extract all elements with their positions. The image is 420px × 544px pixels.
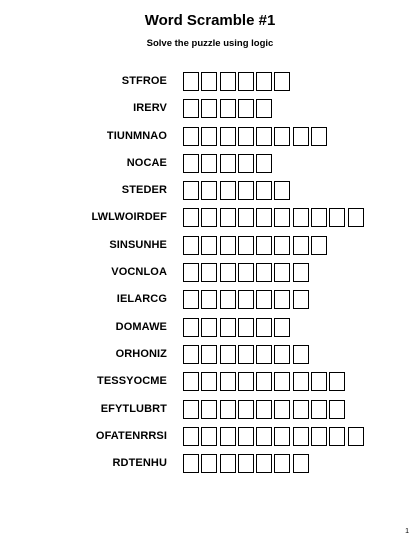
letter-box[interactable] xyxy=(256,372,272,391)
letter-box[interactable] xyxy=(256,318,272,337)
letter-box[interactable] xyxy=(256,427,272,446)
letter-box[interactable] xyxy=(238,345,254,364)
letter-box[interactable] xyxy=(220,99,236,118)
letter-box[interactable] xyxy=(201,290,217,309)
letter-box[interactable] xyxy=(329,372,345,391)
puzzle-row xyxy=(0,372,420,399)
letter-box[interactable] xyxy=(274,345,290,364)
page-number: 1 xyxy=(405,528,409,535)
letter-box[interactable] xyxy=(293,454,309,473)
letter-box[interactable] xyxy=(238,208,254,227)
letter-box[interactable] xyxy=(201,72,217,91)
letter-box[interactable] xyxy=(201,99,217,118)
letter-box[interactable] xyxy=(201,427,217,446)
answer-boxes xyxy=(183,372,348,391)
puzzle-row xyxy=(0,318,420,345)
letter-box[interactable] xyxy=(238,72,254,91)
letter-box[interactable] xyxy=(293,236,309,255)
answer-boxes xyxy=(183,454,311,473)
letter-box[interactable] xyxy=(220,263,236,282)
answer-boxes xyxy=(183,400,348,419)
puzzle-row xyxy=(0,454,420,481)
letter-box[interactable] xyxy=(274,290,290,309)
page-title: Word Scramble #1 xyxy=(144,12,276,29)
puzzle-row xyxy=(0,290,420,317)
puzzle-row xyxy=(0,345,420,372)
answer-boxes xyxy=(183,99,274,118)
scrambled-word: SINSUNHE xyxy=(109,238,167,251)
letter-box[interactable] xyxy=(220,345,236,364)
letter-box[interactable] xyxy=(220,318,236,337)
answer-boxes xyxy=(183,127,329,146)
answer-boxes xyxy=(183,427,366,446)
letter-box[interactable] xyxy=(201,318,217,337)
letter-box[interactable] xyxy=(238,372,254,391)
letter-box[interactable] xyxy=(201,127,217,146)
letter-box[interactable] xyxy=(201,263,217,282)
letter-box[interactable] xyxy=(183,318,199,337)
letter-box[interactable] xyxy=(329,400,345,419)
puzzle-row xyxy=(0,208,420,235)
letter-box[interactable] xyxy=(201,345,217,364)
scrambled-word: IRERV xyxy=(133,102,167,115)
answer-boxes xyxy=(183,345,311,364)
letter-box[interactable] xyxy=(274,427,290,446)
letter-box[interactable] xyxy=(293,345,309,364)
letter-box[interactable] xyxy=(238,400,254,419)
letter-box[interactable] xyxy=(311,400,327,419)
letter-box[interactable] xyxy=(238,154,254,173)
puzzle-row xyxy=(0,236,420,263)
letter-box[interactable] xyxy=(256,99,272,118)
scrambled-word: TESSYOCME xyxy=(97,375,167,388)
letter-box[interactable] xyxy=(256,127,272,146)
scrambled-word: RDTENHU xyxy=(112,457,167,470)
letter-box[interactable] xyxy=(256,263,272,282)
letter-box[interactable] xyxy=(256,154,272,173)
page-subtitle: Solve the puzzle using logic xyxy=(146,38,274,49)
answer-boxes xyxy=(183,181,293,200)
scrambled-word: DOMAWE xyxy=(115,320,167,333)
letter-box[interactable] xyxy=(220,427,236,446)
letter-box[interactable] xyxy=(220,72,236,91)
letter-box[interactable] xyxy=(220,372,236,391)
letter-box[interactable] xyxy=(348,208,364,227)
letter-box[interactable] xyxy=(293,127,309,146)
scrambled-word: ORHONIZ xyxy=(115,347,167,360)
letter-box[interactable] xyxy=(274,236,290,255)
letter-box[interactable] xyxy=(274,454,290,473)
letter-box[interactable] xyxy=(238,236,254,255)
letter-box[interactable] xyxy=(183,263,199,282)
letter-box[interactable] xyxy=(256,400,272,419)
puzzle-row xyxy=(0,427,420,454)
letter-box[interactable] xyxy=(220,181,236,200)
letter-box[interactable] xyxy=(256,72,272,91)
scrambled-word: LWLWOIRDEF xyxy=(91,211,167,224)
letter-box[interactable] xyxy=(293,208,309,227)
letter-box[interactable] xyxy=(311,127,327,146)
letter-box[interactable] xyxy=(201,208,217,227)
letter-box[interactable] xyxy=(293,400,309,419)
letter-box[interactable] xyxy=(274,127,290,146)
letter-box[interactable] xyxy=(293,427,309,446)
scrambled-word: IELARCG xyxy=(116,293,167,306)
letter-box[interactable] xyxy=(183,99,199,118)
letter-box[interactable] xyxy=(220,236,236,255)
letter-box[interactable] xyxy=(183,181,199,200)
letter-box[interactable] xyxy=(311,372,327,391)
letter-box[interactable] xyxy=(256,345,272,364)
letter-box[interactable] xyxy=(183,372,199,391)
answer-boxes xyxy=(183,72,293,91)
letter-box[interactable] xyxy=(274,318,290,337)
letter-box[interactable] xyxy=(201,372,217,391)
letter-box[interactable] xyxy=(183,400,199,419)
puzzle-row xyxy=(0,400,420,427)
letter-box[interactable] xyxy=(238,99,254,118)
letter-box[interactable] xyxy=(256,454,272,473)
letter-box[interactable] xyxy=(256,208,272,227)
puzzle-row xyxy=(0,72,420,99)
letter-box[interactable] xyxy=(183,127,199,146)
letter-box[interactable] xyxy=(201,181,217,200)
letter-box[interactable] xyxy=(183,345,199,364)
letter-box[interactable] xyxy=(183,427,199,446)
letter-box[interactable] xyxy=(274,263,290,282)
puzzle-row xyxy=(0,263,420,290)
answer-boxes xyxy=(183,236,329,255)
scrambled-word: STEDER xyxy=(121,184,167,197)
letter-box[interactable] xyxy=(238,127,254,146)
letter-box[interactable] xyxy=(201,454,217,473)
letter-box[interactable] xyxy=(238,290,254,309)
letter-box[interactable] xyxy=(183,72,199,91)
puzzle-row xyxy=(0,154,420,181)
letter-box[interactable] xyxy=(183,154,199,173)
answer-boxes xyxy=(183,154,274,173)
answer-boxes xyxy=(183,208,366,227)
letter-box[interactable] xyxy=(220,290,236,309)
letter-box[interactable] xyxy=(274,208,290,227)
letter-box[interactable] xyxy=(220,154,236,173)
puzzle-row xyxy=(0,99,420,126)
letter-box[interactable] xyxy=(220,400,236,419)
letter-box[interactable] xyxy=(238,454,254,473)
letter-box[interactable] xyxy=(238,263,254,282)
letter-box[interactable] xyxy=(348,427,364,446)
letter-box[interactable] xyxy=(220,208,236,227)
letter-box[interactable] xyxy=(329,427,345,446)
letter-box[interactable] xyxy=(311,208,327,227)
letter-box[interactable] xyxy=(274,181,290,200)
letter-box[interactable] xyxy=(238,181,254,200)
letter-box[interactable] xyxy=(256,290,272,309)
letter-box[interactable] xyxy=(201,236,217,255)
letter-box[interactable] xyxy=(274,372,290,391)
letter-box[interactable] xyxy=(183,208,199,227)
letter-box[interactable] xyxy=(201,400,217,419)
answer-boxes xyxy=(183,318,293,337)
scrambled-word: STFROE xyxy=(121,75,167,87)
letter-box[interactable] xyxy=(183,454,199,473)
letter-box[interactable] xyxy=(311,236,327,255)
letter-box[interactable] xyxy=(311,427,327,446)
letter-box[interactable] xyxy=(256,236,272,255)
puzzle-row xyxy=(0,127,420,154)
letter-box[interactable] xyxy=(329,208,345,227)
letter-box[interactable] xyxy=(220,454,236,473)
scrambled-word: NOCAE xyxy=(126,156,167,169)
scrambled-word: EFYTLUBRT xyxy=(100,402,167,415)
letter-box[interactable] xyxy=(238,427,254,446)
letter-box[interactable] xyxy=(293,290,309,309)
scrambled-word: OFATENRRSI xyxy=(95,429,167,442)
letter-box[interactable] xyxy=(274,400,290,419)
letter-box[interactable] xyxy=(293,372,309,391)
letter-box[interactable] xyxy=(274,72,290,91)
puzzle-row xyxy=(0,181,420,208)
letter-box[interactable] xyxy=(238,318,254,337)
answer-boxes xyxy=(183,290,311,309)
letter-box[interactable] xyxy=(293,263,309,282)
scrambled-word: VOCNLOA xyxy=(111,266,167,279)
letter-box[interactable] xyxy=(256,181,272,200)
scrambled-word: TIUNMNAO xyxy=(106,129,167,142)
answer-boxes xyxy=(183,263,311,282)
letter-box[interactable] xyxy=(183,236,199,255)
letter-box[interactable] xyxy=(201,154,217,173)
word-scramble-list xyxy=(0,72,420,481)
letter-box[interactable] xyxy=(183,290,199,309)
letter-box[interactable] xyxy=(220,127,236,146)
